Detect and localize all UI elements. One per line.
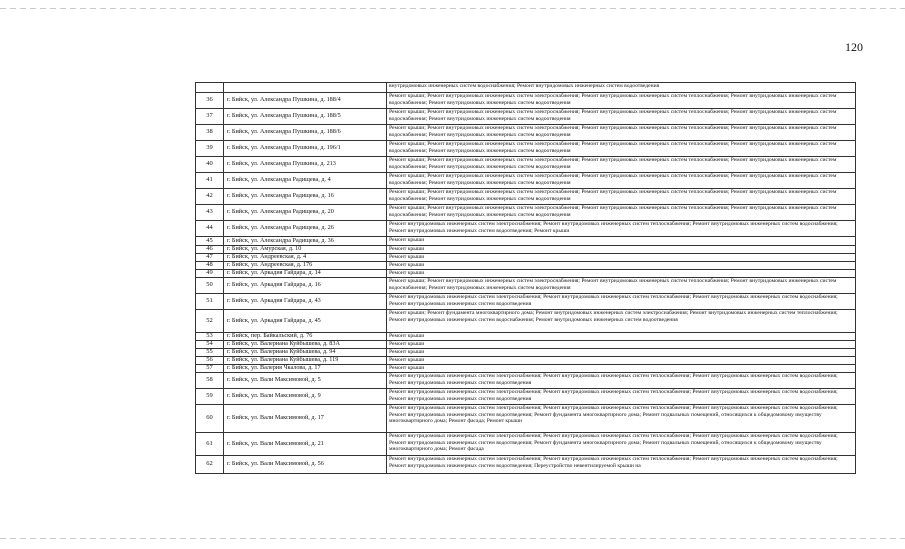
row-number: 44 [196,221,224,236]
address-cell: г. Бийск, ул. Александра Радищева, д. 36 [224,237,387,245]
row-number: 54 [196,341,224,348]
row-number: 59 [196,389,224,404]
row-number: 45 [196,237,224,245]
works-cell: внутридомовых инженерных систем водоснабжения; Ремонт внутридомовых инженерных систем водоотведения [387,83,856,92]
works-cell: Ремонт крыши; Ремонт внутридомовых инженерных систем электроснабжения; Ремонт внутридомовых инженерных систем теплоснабжения; Ремонт внутридомовых инженерных систем водоснабжения; Ремонт внутридомовых инженерных систем водоотведения [387,109,856,124]
table-row [196,205,856,221]
row-number: 62 [196,456,224,473]
row-number: 60 [196,405,224,432]
address-cell: г. Бийск, ул. Валериана Куйбышева, д. 83А [224,341,387,348]
works-cell: Ремонт крыши; Ремонт внутридомовых инженерных систем электроснабжения; Ремонт внутридомовых инженерных систем теплоснабжения; Ремонт внутридомовых инженерных систем водоснабжения; Ремонт внутридомовых инженерных систем водоотведения [387,189,856,204]
works-cell: Ремонт внутридомовых инженерных систем электроснабжения; Ремонт внутридомовых инженерных систем теплоснабжения; Ремонт внутридомовых инженерных систем водоснабжения; Ремонт внутридомовых инженерных систем водоотведения; Ремонт крыши [387,221,856,236]
address-cell: г. Бийск, ул. Валериана Куйбышева, д. 94 [224,349,387,356]
address-cell: г. Бийск, ул. Александра Пушкина, д. 188/5 [224,109,387,124]
works-cell: Ремонт крыши [387,270,856,277]
row-number: 39 [196,141,224,156]
address-cell: г. Бийск, ул. Александра Пушкина, д. 196/1 [224,141,387,156]
table-row [196,83,856,93]
table-row [196,456,856,474]
works-cell: Ремонт крыши; Ремонт внутридомовых инженерных систем электроснабжения; Ремонт внутридомовых инженерных систем теплоснабжения; Ремонт внутридомовых инженерных систем водоснабжения; Ремонт внутридомовых инженерных систем водоотведения [387,205,856,220]
table-row [196,270,856,278]
row-number: 52 [196,310,224,332]
table-row [196,373,856,389]
row-number: 48 [196,262,224,269]
table-row [196,246,856,254]
row-number: 61 [196,433,224,455]
table-row [196,349,856,357]
table-row [196,333,856,341]
works-cell: Ремонт крыши; Ремонт внутридомовых инженерных систем электроснабжения; Ремонт внутридомовых инженерных систем теплоснабжения; Ремонт внутридомовых инженерных систем водоснабжения; Ремонт внутридомовых инженерных систем водоотведения [387,93,856,108]
address-cell: г. Бийск, ул. Александра Радищева, д. 20 [224,205,387,220]
table-row [196,189,856,205]
address-cell: г. Бийск, ул. Аркадия Гайдара, д. 45 [224,310,387,332]
works-cell: Ремонт крыши; Ремонт внутридомовых инженерных систем электроснабжения; Ремонт внутридомовых инженерных систем теплоснабжения; Ремонт внутридомовых инженерных систем водоснабжения; Ремонт внутридомовых инженерных систем водоотведения [387,278,856,293]
works-cell: Ремонт крыши; Ремонт внутридомовых инженерных систем электроснабжения; Ремонт внутридомовых инженерных систем теплоснабжения; Ремонт внутридомовых инженерных систем водоснабжения; Ремонт внутридомовых инженерных систем водоотведения [387,157,856,172]
row-number: 49 [196,270,224,277]
scan-artifact-bottom [0,538,905,539]
address-cell: г. Бийск, ул. Аркадия Гайдара, д. 14 [224,270,387,277]
row-number: 56 [196,357,224,364]
works-cell: Ремонт внутридомовых инженерных систем электроснабжения; Ремонт внутридомовых инженерных систем теплоснабжения; Ремонт внутридомовых инженерных систем водоснабжения; Ремонт внутридомовых инженерных систем водоотведения [387,294,856,309]
row-number: 57 [196,365,224,372]
row-number: 38 [196,125,224,140]
works-cell: Ремонт внутридомовых инженерных систем электроснабжения; Ремонт внутридомовых инженерных систем теплоснабжения; Ремонт внутридомовых инженерных систем водоснабжения; Ремонт внутридомовых инженерных систем водоотведения; Переустройство невентилируемой крыши на [387,456,856,473]
row-number: 51 [196,294,224,309]
table-row [196,109,856,125]
row-number: 50 [196,278,224,293]
works-cell: Ремонт крыши [387,333,856,340]
address-cell: г. Бийск, ул. Вали Максимовой, д. 21 [224,433,387,455]
row-number: 40 [196,157,224,172]
address-cell: г. Бийск, ул. Валерия Чкалова, д. 17 [224,365,387,372]
table-row [196,93,856,109]
works-cell: Ремонт крыши [387,341,856,348]
table-row [196,405,856,433]
row-number: 41 [196,173,224,188]
address-cell: г. Бийск, пер. Байкальский, д. 76 [224,333,387,340]
row-number: 47 [196,254,224,261]
address-cell: г. Бийск, ул. Александра Пушкина, д. 188/6 [224,125,387,140]
table-row [196,278,856,294]
works-cell: Ремонт крыши; Ремонт фундамента многоквартирного дома; Ремонт внутридомовых инженерных систем электроснабжения; Ремонт внутридомовых инженерных систем теплоснабжения; Ремонт внутридомовых инженерных систем водоснабжения; Ремонт внутридомовых инженерных систем водоотведения [387,310,856,332]
works-cell: Ремонт крыши [387,254,856,261]
works-cell: Ремонт крыши; Ремонт внутридомовых инженерных систем электроснабжения; Ремонт внутридомовых инженерных систем теплоснабжения; Ремонт внутридомовых инженерных систем водоснабжения; Ремонт внутридомовых инженерных систем водоотведения [387,141,856,156]
works-cell: Ремонт внутридомовых инженерных систем электроснабжения; Ремонт внутридомовых инженерных систем теплоснабжения; Ремонт внутридомовых инженерных систем водоснабжения; Ремонт внутридомовых инженерных систем водоотведения; Ремонт фундамента многоквартирного дома; Ремонт подвальных помещений, относящихся к общедомовому имуществу многоквартирного дома; Ремонт фасада; Ремонт крыши [387,405,856,432]
works-cell: Ремонт крыши [387,246,856,253]
row-number: 58 [196,373,224,388]
page-number: 120 [845,40,863,54]
address-cell: г. Бийск, ул. Вали Максимовой, д. 5 [224,373,387,388]
works-cell: Ремонт внутридомовых инженерных систем электроснабжения; Ремонт внутридомовых инженерных систем теплоснабжения; Ремонт внутридомовых инженерных систем водоснабжения; Ремонт внутридомовых инженерных систем водоотведения [387,373,856,388]
address-cell: г. Бийск, ул. Валериана Куйбышева, д. 119 [224,357,387,364]
address-cell: г. Бийск, ул. Аркадия Гайдара, д. 43 [224,294,387,309]
scan-artifact-top [0,8,905,9]
row-number: 42 [196,189,224,204]
works-table [195,82,856,474]
table-row [196,125,856,141]
table-row [196,365,856,373]
works-cell: Ремонт крыши [387,349,856,356]
address-cell: г. Бийск, ул. Александра Радищева, д. 26 [224,221,387,236]
address-cell: г. Бийск, ул. Александра Пушкина, д. 213 [224,157,387,172]
address-cell: г. Бийск, ул. Александра Радищева, д. 16 [224,189,387,204]
row-number: 55 [196,349,224,356]
row-number: 46 [196,246,224,253]
works-cell: Ремонт внутридомовых инженерных систем электроснабжения; Ремонт внутридомовых инженерных систем теплоснабжения; Ремонт внутридомовых инженерных систем водоснабжения; Ремонт внутридомовых инженерных систем водоотведения; Ремонт фундамента многоквартирного дома; Ремонт подвальных помещений, относящихся к общедомовому имуществу многоквартирного дома; Ремонт фасада [387,433,856,455]
table-row [196,173,856,189]
table-row [196,237,856,246]
table-row [196,141,856,157]
works-cell: Ремонт крыши [387,365,856,372]
address-cell: г. Бийск, ул. Александра Радищева, д. 4 [224,173,387,188]
row-number: 43 [196,205,224,220]
address-cell: г. Бийск, ул. Александра Пушкина, д. 188/4 [224,93,387,108]
address-cell: г. Бийск, ул. Вали Максимовой, д. 17 [224,405,387,432]
row-number: 36 [196,93,224,108]
address-cell: г. Бийск, ул. Андреевская, д. 176 [224,262,387,269]
row-number: 37 [196,109,224,124]
address-cell: г. Бийск, ул. Вали Максимовой, д. 56 [224,456,387,473]
works-cell: Ремонт крыши [387,262,856,269]
table-row [196,294,856,310]
address-cell: г. Бийск, ул. Аркадия Гайдара, д. 16 [224,278,387,293]
row-number [196,83,224,92]
works-cell: Ремонт внутридомовых инженерных систем электроснабжения; Ремонт внутридомовых инженерных систем теплоснабжения; Ремонт внутридомовых инженерных систем водоснабжения; Ремонт внутридомовых инженерных систем водоотведения [387,389,856,404]
table-row [196,310,856,333]
table-row [196,389,856,405]
address-cell: г. Бийск, ул. Андреевская, д. 4 [224,254,387,261]
table-row [196,221,856,237]
address-cell: г. Бийск, ул. Вали Максимовой, д. 9 [224,389,387,404]
table-row [196,262,856,270]
works-cell: Ремонт крыши [387,237,856,245]
works-cell: Ремонт крыши; Ремонт внутридомовых инженерных систем электроснабжения; Ремонт внутридомовых инженерных систем теплоснабжения; Ремонт внутридомовых инженерных систем водоснабжения; Ремонт внутридомовых инженерных систем водоотведения [387,173,856,188]
table-row [196,357,856,365]
works-cell: Ремонт крыши; Ремонт внутридомовых инженерных систем электроснабжения; Ремонт внутридомовых инженерных систем теплоснабжения; Ремонт внутридомовых инженерных систем водоснабжения; Ремонт внутридомовых инженерных систем водоотведения [387,125,856,140]
table-row [196,157,856,173]
table-row [196,341,856,349]
address-cell [224,83,387,92]
address-cell: г. Бийск, ул. Амурская, д. 10 [224,246,387,253]
row-number: 53 [196,333,224,340]
works-cell: Ремонт крыши [387,357,856,364]
table-row [196,254,856,262]
table-row [196,433,856,456]
